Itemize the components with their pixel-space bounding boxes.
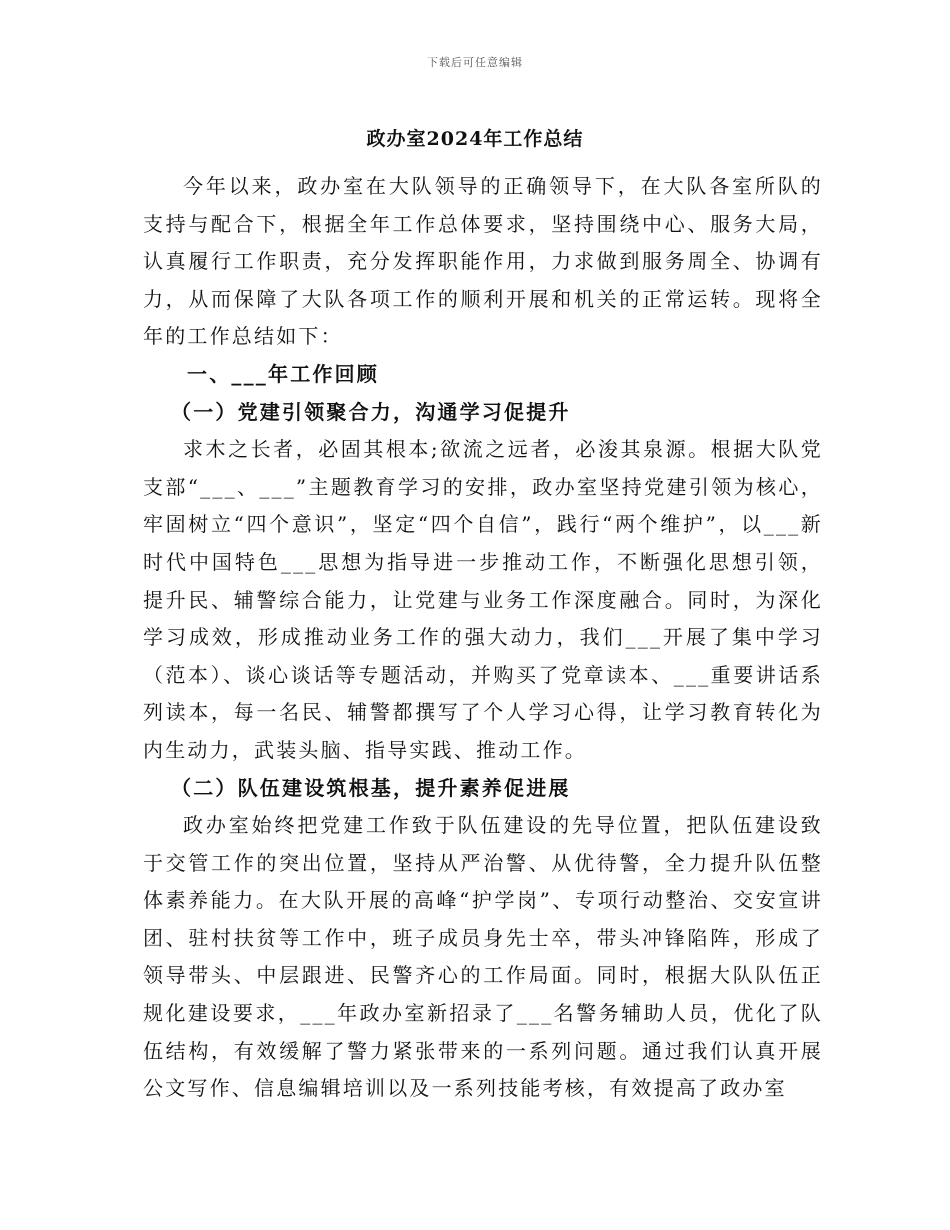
document-title: 政办室2024年工作总结 (366, 128, 584, 150)
party-building-paragraph: 求木之长者，必固其根本;欲流之远者，必浚其泉源。根据大队党支部“___、___”主题教育学习的安排，政办室坚持党建引领为核心，牢固树立“四个意识”，坚定“四个自信”，践行“两个维护”，以___新时代中国特色___思想为指导进一步推动工作，不断强化思想引领，提升民、辅警综合能力，让党建与业务工作深度融合。同时，为深化学习成效，形成推动业务工作的强大动力，我们___开展了集中学习（范本）、谈心谈话等专题活动，并购买了党章读本、___重要讲话系列读本，每一名民、辅警都撰写了个人学习心得，让学习教育转化为内生动力，武装头脑、指导实践、推动工作。 (143, 437, 823, 762)
intro-paragraph: 今年以来，政办室在大队领导的正确领导下，在大队各室所队的支持与配合下，根据全年工作总体要求，坚持围绕中心、服务大局，认真履行工作职责，充分发挥职能作用，力求做到服务周全、协调有力，从而保障了大队各项工作的顺利开展和机关的正常运转。现将全年的工作总结如下： (143, 174, 823, 349)
team-building-paragraph: 政办室始终把党建工作致于队伍建设的先导位置，把队伍建设致于交管工作的突出位置，坚持从严治警、从优待警，全力提升队伍整体素养能力。在大队开展的高峰“护学岗”、专项行动整治、交安宣讲团、驻村扶贫等工作中，班子成员身先士卒，带头冲锋陷阵，形成了领导带头、中层跟进、民警齐心的工作局面。同时，根据大队队伍正规化建设要求，___年政办室新招录了___名警务辅助人员，优化了队伍结构，有效缓解了警力紧张带来的一系列问题。通过我们认真开展公文写作、信息编辑培训以及一系列技能考核，有效提高了政办室 (143, 813, 823, 1101)
section-heading-review: 一、___年工作回顾 (187, 361, 379, 386)
document-body (143, 168, 823, 1108)
subsection-heading-party-building: （一）党建引领聚合力，沟通学习促提升 (171, 399, 571, 424)
subsection-heading-team-building: （二）队伍建设筑根基，提升素养促进展 (171, 775, 571, 800)
header-note: 下载后可任意编辑 (427, 56, 523, 69)
